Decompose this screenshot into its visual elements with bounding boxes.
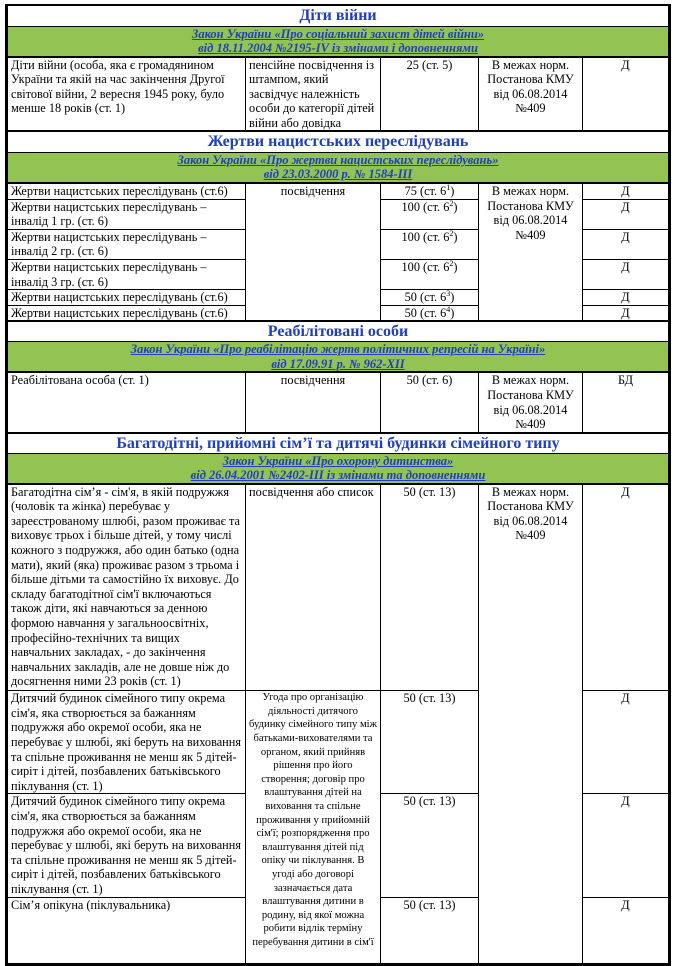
discount-cell: 50 (ст. 6) [381,372,479,432]
category-cell: Багатодітна сім’я - сім'я, в якій подружжя (чоловік та жінка) перебуває у зареєстрованому шлюбі, разом проживає та виховує трьох і більше дітей, у тому числі кожного з подружжя, або один батько (одна мати), який (яка) проживає разом з трьома і більше дітьми та самостійно їх виховує. До складу багатодітної сім'ї включаються також діти, які навчаються за денною формою навчання у загальноосвітніх, професійно-технічних та вищих навчальних закладах, - до закінчення навчальних закладів, але не довше ніж до досягнення ними 23 років (ст. 1) [8,484,246,691]
norms-cell: В межах норм. Постанова КМУ від 06.08.2014 №409 [479,484,583,963]
law-reference [8,26,669,57]
discount-cell: 50 (ст. 13) [381,484,479,691]
law-link-date[interactable]: від 23.03.2000 р. № 1584-ІІІ [263,167,413,182]
category-cell: Сім’я опікуна (піклувальника) [8,897,246,963]
law-link-date[interactable]: від 26.04.2001 №2402-ІІІ із змінами та доповненнями [190,468,486,483]
category-cell: Діти війни (особа, яка є громадянином України та якій на час закінчення Другої світової війни, 2 вересня 1945 року, було менше 18 років (ст. 1) [8,57,246,132]
law-row [8,342,669,373]
law-row [8,26,669,57]
section-title: Реабілітовані особи [8,321,669,342]
discount-cell: 100 (ст. $6^2$) [381,229,479,259]
code-cell: Д [583,897,669,963]
norms-cell: В межах норм. Постанова КМУ від 06.08.2014 №409 [479,372,583,432]
table-row [8,57,669,132]
discount-cell: 50 (ст. $6^3$) [381,290,479,306]
section-title: Жертви нацистських переслідувань [8,131,669,152]
category-cell: Дитячий будинок сімейного типу окрема сім'я, яка створюється за бажанням подружжя або окремої особи, яка не перебуває у шлюбі, які беруть на виховання та спільне проживання не менш як 5 дітей-сиріт і дітей, позбавлених батьківського піклування (ст. 1) [8,691,246,794]
document-cell: пенсійне посвідчення із штампом, який засвідчує належність особи до категорії дітей війни або довідка [246,57,381,132]
category-cell: Жертви нацистських переслідувань (ст.6) [8,183,246,199]
code-cell: Д [583,199,669,229]
code-cell: Д [583,259,669,289]
section-title-row [8,6,669,26]
section-title: Діти війни [8,6,669,26]
code-cell: Д [583,305,669,321]
benefits-table-document [5,4,671,966]
section-title: Багатодітні, прийомні сім’ї та дитячі будинки сімейного типу [8,433,669,454]
shared-document-cell: Угода про організацію діяльності дитячого будинку сімейного типу між батьками-вихователями та органом, який прийняв рішення про його створення; договір про влаштування дітей на виховання та спільне проживання у прийомній сім'ї; розпорядження про влаштування дітей під опіку чи піклування. В угоді або договорі зазначається дата влаштування дитини в родину, від якої можна робити відлік терміну перебування дитини в сім'ї [246,691,381,963]
code-cell: Д [583,691,669,794]
category-cell: Реабілітована особа (ст. 1) [8,372,246,432]
law-reference [8,152,669,183]
section-title-row [8,321,669,342]
law-row [8,453,669,484]
document-cell: посвідчення [246,372,381,432]
code-cell: Д [583,229,669,259]
code-cell: Д [583,484,669,691]
code-cell: БД [583,372,669,432]
category-cell: Жертви нацистських переслідувань (ст.6) [8,305,246,321]
section-title-row [8,131,669,152]
discount-cell: 75 (ст. $6^1$) [381,183,479,199]
discount-cell: 25 (ст. 5) [381,57,479,132]
document-cell: посвідчення [246,183,381,321]
document-cell: посвідчення або список [246,484,381,691]
law-row [8,152,669,183]
norms-cell: В межах норм. Постанова КМУ від 06.08.2014 №409 [479,57,583,132]
law-reference [8,342,669,373]
code-cell: Д [583,183,669,199]
code-cell: Д [583,290,669,306]
norms-cell: В межах норм. Постанова КМУ від 06.08.2014 №409 [479,183,583,321]
code-cell: Д [583,57,669,132]
code-cell: Д [583,794,669,897]
category-cell: Жертви нацистських переслідувань – інвалід 2 гр. (ст. 6) [8,229,246,259]
table-row [8,183,669,199]
section-title-row [8,433,669,454]
category-cell: Дитячий будинок сімейного типу окрема сім'я, яка створюється за бажанням подружжя або окремої особи, яка не перебуває у шлюбі, які беруть на виховання та спільне проживання не менш як 5 дітей-сиріт і дітей, позбавлених батьківського піклування (ст. 1) [8,794,246,897]
table-row [8,484,669,691]
benefits-table [7,6,669,964]
law-link-title[interactable]: Закон України «Про охорону дитинства» [222,453,454,468]
discount-cell: 50 (ст. $6^4$) [381,305,479,321]
category-cell: Жертви нацистських переслідувань – інвалід 1 гр. (ст. 6) [8,199,246,229]
discount-cell: 50 (ст. 13) [381,691,479,794]
table-row [8,372,669,432]
law-reference [8,453,669,484]
law-link-date[interactable]: від 17.09.91 р. № 962-XII [271,356,405,371]
discount-cell: 50 (ст. 13) [381,897,479,963]
category-cell: Жертви нацистських переслідувань – інвалід 3 гр. (ст. 6) [8,259,246,289]
law-link-date[interactable]: від 18.11.2004 №2195-IV із змінами і доповненнями [198,41,478,55]
discount-cell: 100 (ст. $6^2$) [381,199,479,229]
law-link-title[interactable]: Закон України «Про жертви нацистських переслідувань» [177,152,499,167]
category-cell: Жертви нацистських переслідувань (ст.6) [8,290,246,306]
discount-cell: 50 (ст. 13) [381,794,479,897]
law-link-title[interactable]: Закон України «Про соціальний захист дітей війни» [191,26,485,41]
discount-cell: 100 (ст. $6^2$) [381,259,479,289]
law-link-title[interactable]: Закон України «Про реабілітацію жертв політичних репресій на Україні» [130,342,546,357]
